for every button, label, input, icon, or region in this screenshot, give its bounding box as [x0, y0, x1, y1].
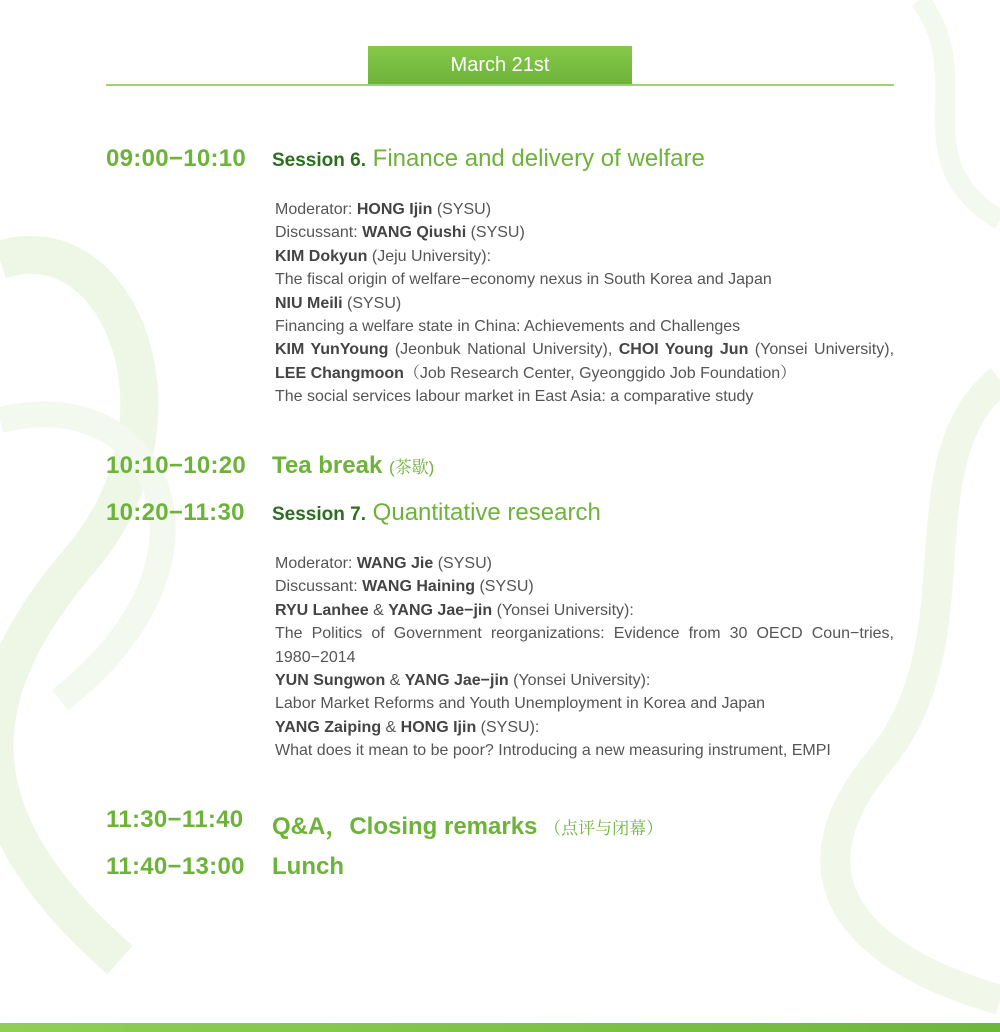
- session7-paper1-authors: RYU Lanhee & YANG Jae−jin (Yonsei University):: [275, 601, 634, 619]
- session6-details: [275, 198, 894, 409]
- session7-time: 10:20−11:30: [106, 499, 245, 526]
- session6-paper3-authors: KIM YunYoung (Jeonbuk National University), CHOI Young Jun (Yonsei University), LEE Changmoon（Job Research Center, Gyeonggido Job Foundation）: [275, 341, 895, 382]
- session7-title: Quantitative research: [372, 499, 601, 526]
- session6-moderator: Moderator: HONG Ijin (SYSU): [275, 201, 492, 218]
- session7-paper3-title: What does it mean to be poor? Introducing a new measuring instrument, EMPI: [275, 742, 831, 760]
- lunch-heading: [272, 853, 344, 881]
- lunch-title: Lunch: [272, 853, 344, 880]
- tea-break-cn: (茶歇): [388, 458, 435, 477]
- tea-break-title: Tea break: [272, 452, 383, 479]
- tea-break-time: 10:10−10:20: [106, 452, 247, 479]
- session6-paper2-authors: NIU Meili (SYSU): [275, 294, 402, 312]
- session7-label: Session 7.: [272, 504, 366, 525]
- qa-heading: [272, 806, 663, 841]
- session7-heading: [272, 499, 601, 527]
- bottom-bar: [0, 1023, 1000, 1032]
- session7-moderator: Moderator: WANG Jie (SYSU): [275, 555, 492, 572]
- session6-paper1-title: The fiscal origin of welfare−economy nexus in South Korea and Japan: [275, 271, 772, 289]
- session6-discussant: Discussant: WANG Qiushi (SYSU): [275, 224, 525, 242]
- session6-paper2-title: Financing a welfare state in China: Achievements and Challenges: [275, 318, 741, 336]
- session7-details: [275, 552, 894, 763]
- qa-time: 11:30−11:40: [106, 806, 244, 833]
- lunch-time: 11:40−13:00: [106, 853, 245, 880]
- qa-title: Q&A，Closing remarks: [272, 813, 538, 840]
- session6-time: 09:00−10:10: [106, 145, 247, 172]
- date-divider: [106, 84, 894, 86]
- session6-title: Finance and delivery of welfare: [372, 145, 705, 172]
- session7-paper2-authors: YUN Sungwon & YANG Jae−jin (Yonsei University):: [275, 672, 651, 690]
- session7-paper1-title: The Politics of Government reorganizations: Evidence from 30 OECD Coun−tries, 1980−2014: [275, 625, 894, 666]
- session6-label: Session 6.: [272, 150, 366, 171]
- session6-heading: [272, 145, 705, 173]
- qa-cn: （点评与闭幕）: [544, 819, 664, 838]
- session7-paper3-authors: YANG Zaiping & HONG Ijin (SYSU):: [275, 718, 540, 736]
- session6-paper1-authors: KIM Dokyun (Jeju University):: [275, 247, 492, 265]
- session6-paper3-title: The social services labour market in East Asia: a comparative study: [275, 388, 754, 406]
- date-tab: March 21st: [368, 46, 632, 84]
- session7-discussant: Discussant: WANG Haining (SYSU): [275, 578, 534, 596]
- session7-paper2-title: Labor Market Reforms and Youth Unemployment in Korea and Japan: [275, 695, 766, 713]
- tea-break-heading: [272, 452, 434, 480]
